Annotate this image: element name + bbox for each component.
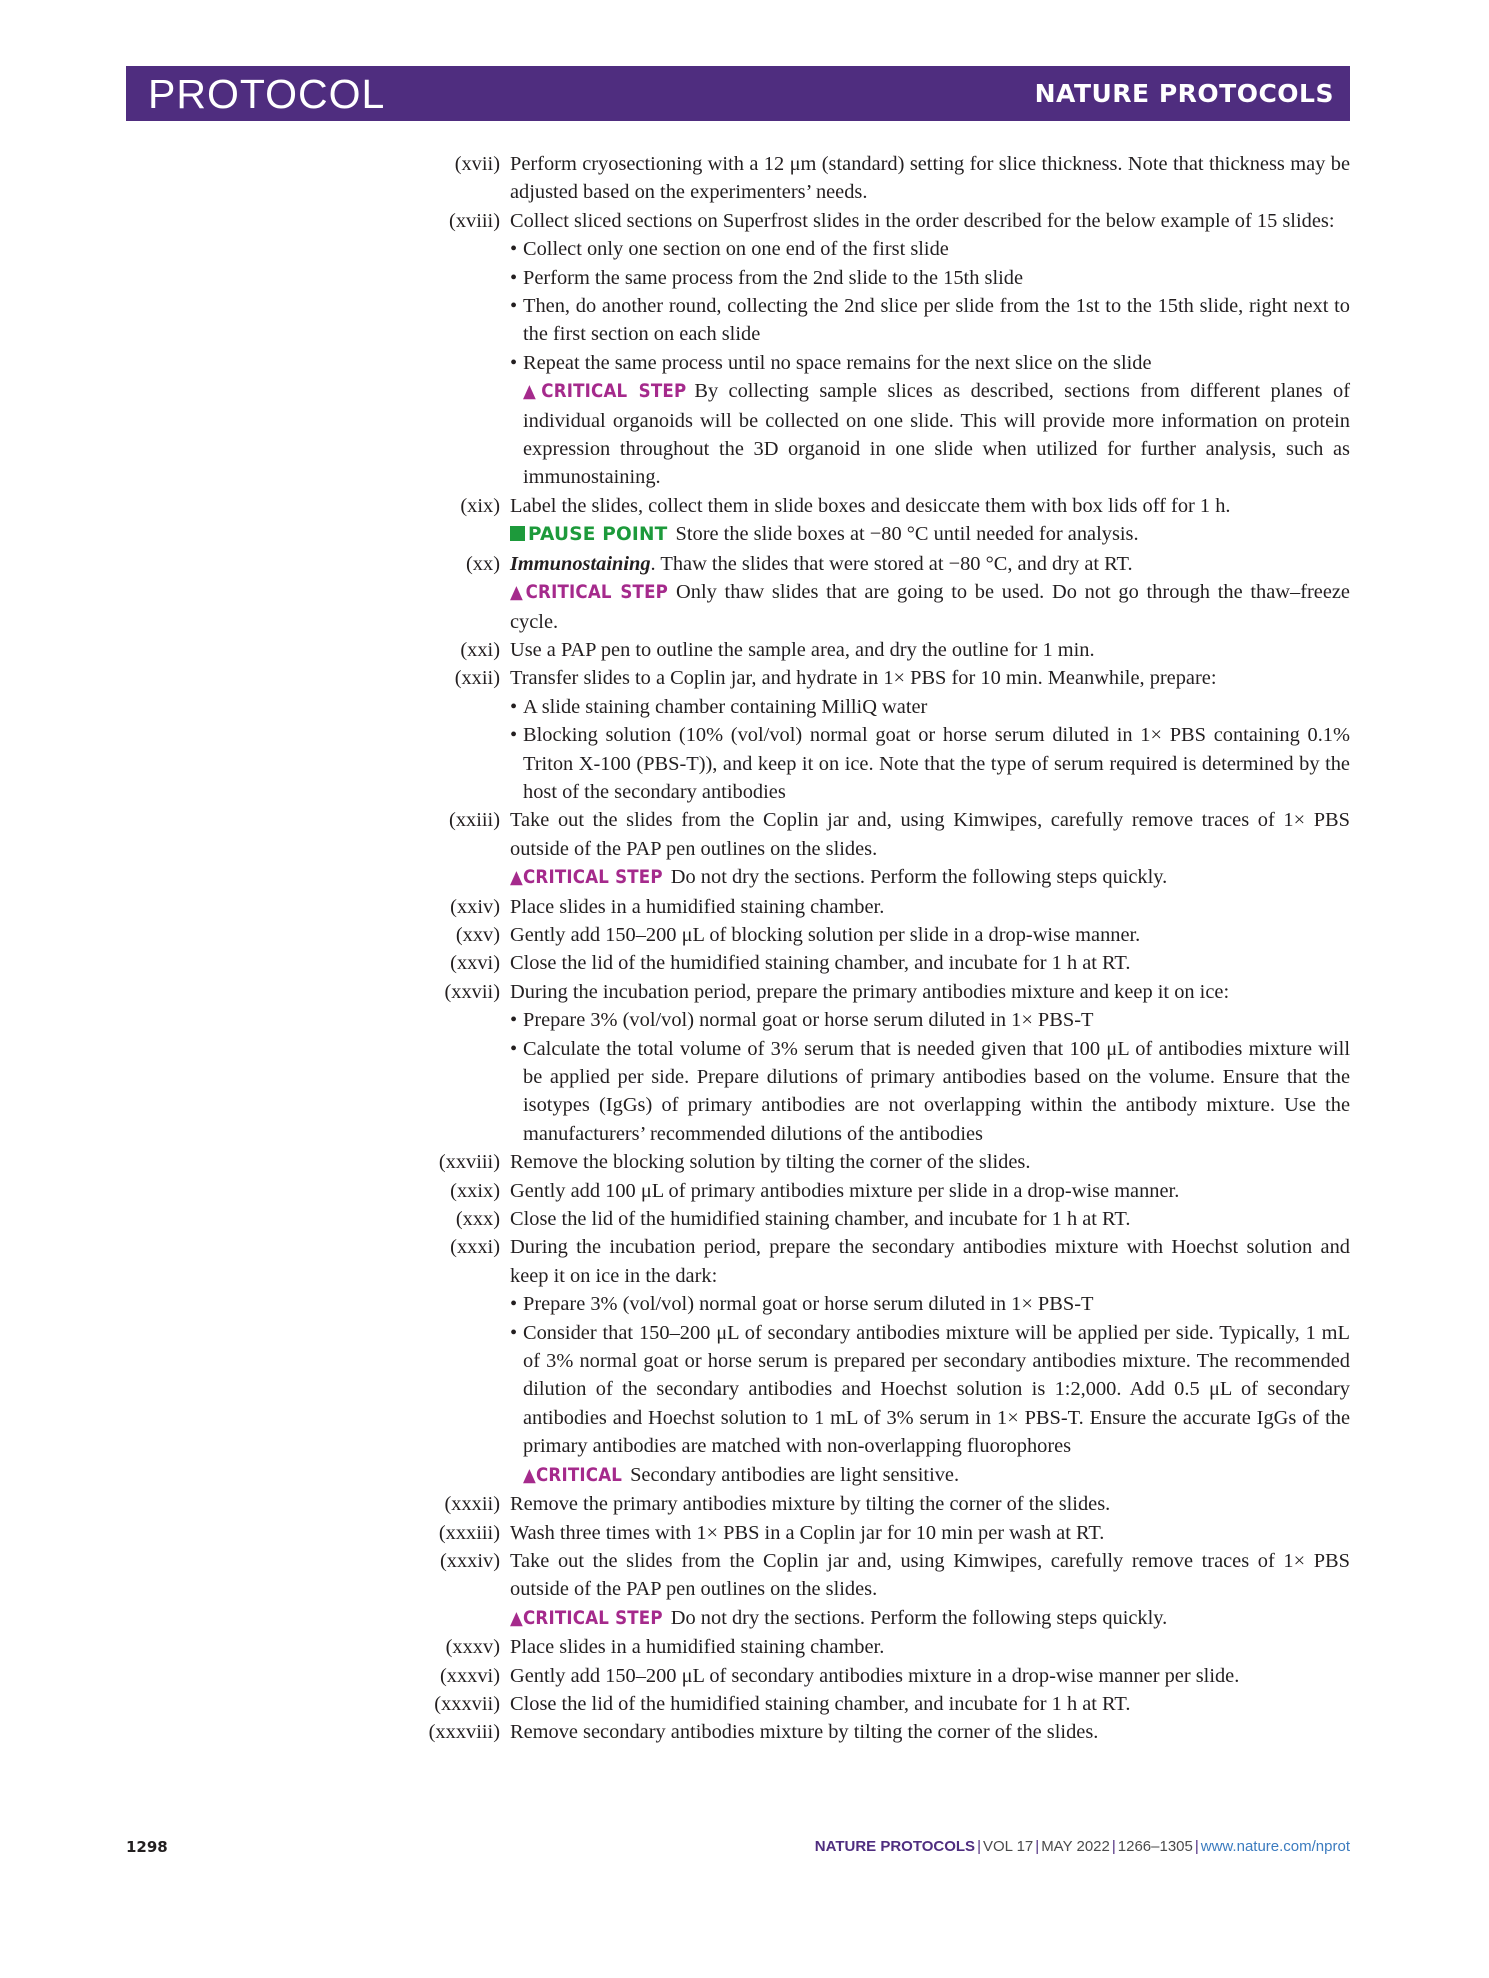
step-xxx — [120, 1205, 1350, 1233]
step-number: (xxxiii) — [438, 1521, 500, 1544]
step-xxxviii — [120, 1718, 1350, 1746]
step-text: Use a PAP pen to outline the sample area, and dry the outline for 1 min. — [510, 638, 1095, 661]
triangle-icon: ▲ — [510, 867, 524, 889]
step-text: Gently add 150–200 μL of secondary antibodies mixture in a drop-wise manner per slide. — [510, 1664, 1240, 1687]
list-item: • Consider that 150–200 μL of secondary antibodies mixture will be applied per side. Typically, 1 mL of 3% normal goat or horse serum is prepared per secondary antibodies mixture. The recommended dilution of the secondary antibodies and Hoechst solution is 1:2,000. Add 0.5 μL of secondary antibodies and Hoechst solution to 1 mL of 3% serum in 1× PBS-T. Ensure the accurate IgGs of the primary antibodies are matched with non-overlapping fluorophores — [510, 1321, 1350, 1458]
step-number: (xxiii) — [449, 809, 500, 832]
footer-citation: NATURE PROTOCOLS | VOL 17 | MAY 2022 | 1266–1305 | www.nature.com/nprot — [814, 1838, 1350, 1855]
list-item: • Calculate the total volume of 3% serum that is needed given that 100 μL of antibodies mixture will be applied per side. Prepare dilutions of primary antibodies based on the volume. Ensure that the isotypes (IgGs) of primary antibodies are not overlapping within the antibody mixture. Use the manufacturers’ recommended dilutions of the antibodies — [510, 1037, 1350, 1145]
step-number: (xxii) — [454, 667, 500, 690]
step-text: Take out the slides from the Coplin jar and, using Kimwipes, carefully remove traces of 1× PBS outside of the PAP pen outlines on the slides. — [510, 809, 1350, 860]
page-number: 1298 — [126, 1838, 168, 1856]
step-text: Wash three times with 1× PBS in a Coplin jar for 10 min per wash at RT. — [510, 1521, 1105, 1544]
step-xxix — [120, 1177, 1350, 1205]
step-xxxv — [120, 1633, 1350, 1661]
step-text: Collect sliced sections on Superfrost slides in the order described for the below example of 15 slides: — [510, 209, 1335, 232]
step-number: (xviii) — [449, 209, 500, 232]
step-text: Gently add 100 μL of primary antibodies mixture per slide in a drop-wise manner. — [510, 1179, 1180, 1202]
step-xxviii — [120, 1148, 1350, 1176]
step-text: Perform cryosectioning with a 12 μm (standard) setting for slice thickness. Note that thickness may be adjusted based on the experimenters’ needs. — [510, 153, 1350, 204]
critical-note: ▲CRITICAL STEP Do not dry the sections. Perform the following steps quickly. — [510, 1606, 1168, 1629]
critical-note: ▲CRITICAL STEP By collecting sample slices as described, sections from different planes of individual organoids will be collected on one slide. This will provide more information on protein expression throughout the 3D organoid in one slide when utilized for further analysis, such as immunostaining. — [523, 380, 1350, 489]
triangle-icon: ▲ — [523, 1464, 537, 1486]
critical-note: ▲CRITICAL Secondary antibodies are light sensitive. — [523, 1463, 960, 1486]
step-xxii — [120, 664, 1350, 806]
step-title: Immunostaining — [510, 552, 651, 575]
step-number: (xxx) — [455, 1208, 500, 1231]
step-text: Label the slides, collect them in slide boxes and desiccate them with box lids off for 1 h. — [510, 494, 1231, 517]
footer-pages: 1266–1305 — [1117, 1838, 1193, 1855]
step-text: Take out the slides from the Coplin jar and, using Kimwipes, carefully remove traces of 1× PBS outside of the PAP pen outlines on the slides. — [510, 1549, 1350, 1601]
list-item: • Prepare 3% (vol/vol) normal goat or horse serum diluted in 1× PBS-T — [510, 1293, 1094, 1316]
step-number: (xix) — [460, 494, 500, 517]
step-number: (xxiv) — [450, 895, 500, 918]
journal-name: NATURE PROTOCOLS — [1034, 79, 1334, 108]
step-number: (xxxv) — [445, 1636, 500, 1659]
list-item: • Repeat the same process until no space remains for the next slice on the slide — [510, 351, 1152, 374]
square-icon — [510, 526, 525, 541]
header-bar — [126, 66, 1350, 121]
list-item: • Collect only one section on one end of the first slide — [510, 238, 949, 261]
step-xxiii — [120, 806, 1350, 892]
step-number: (xxxi) — [450, 1236, 500, 1259]
step-text: Remove the blocking solution by tilting the corner of the slides. — [510, 1151, 1031, 1174]
step-xvii — [120, 150, 1350, 207]
section-label: PROTOCOL — [148, 71, 386, 117]
step-number: (xxxiv) — [439, 1549, 500, 1572]
step-xxxi — [120, 1233, 1350, 1490]
step-xix — [120, 492, 1350, 550]
critical-step-label: ▲CRITICAL STEP — [510, 582, 669, 604]
footer-volume: VOL 17 — [982, 1838, 1034, 1855]
step-text: Close the lid of the humidified staining chamber, and incubate for 1 h at RT. — [510, 1208, 1131, 1231]
critical-note: ▲CRITICAL STEP Only thaw slides that are going to be used. Do not go through the thaw–freeze cycle. — [510, 581, 1350, 633]
step-text: Remove the primary antibodies mixture by tilting the corner of the slides. — [510, 1493, 1111, 1516]
pause-point-label: PAUSE POINT — [510, 524, 668, 545]
step-xxi — [120, 636, 1350, 664]
step-xxvi — [120, 949, 1350, 977]
pause-note: PAUSE POINT Store the slide boxes at −80 °C until needed for analysis. — [510, 520, 1350, 549]
step-number: (xxvii) — [444, 980, 500, 1003]
step-xxiv — [120, 893, 1350, 921]
step-text: During the incubation period, prepare the primary antibodies mixture and keep it on ice: — [510, 980, 1230, 1003]
step-xxxiii — [120, 1519, 1350, 1547]
list-item: • Then, do another round, collecting the 2nd slice per slide from the 1st to the 15th slide, right next to the first section on each slide — [510, 295, 1350, 346]
critical-label: ▲CRITICAL — [523, 1464, 623, 1486]
triangle-icon: ▲ — [510, 582, 526, 604]
list-item: • Blocking solution (10% (vol/vol) normal goat or horse serum diluted in 1× PBS containing 0.1% Triton X-100 (PBS-T)), and keep it on ice. Note that the type of serum required is determined by the host of the secondary antibodies — [510, 724, 1350, 803]
step-xxv — [120, 921, 1350, 949]
protocol-steps — [120, 150, 1350, 1747]
step-text: Remove secondary antibodies mixture by tilting the corner of the slides. — [510, 1721, 1099, 1744]
critical-step-label: ▲CRITICAL STEP — [510, 867, 663, 889]
step-text: Gently add 150–200 μL of blocking solution per slide in a drop-wise manner. — [510, 923, 1141, 946]
critical-step-label: ▲CRITICAL STEP — [510, 1607, 663, 1629]
critical-step-label: ▲CRITICAL STEP — [523, 381, 687, 403]
step-text: Place slides in a humidified staining chamber. — [510, 1636, 885, 1659]
step-text: Immunostaining. Thaw the slides that were stored at −80 °C, and dry at RT. — [510, 552, 1133, 575]
step-number: (xxxii) — [444, 1493, 500, 1516]
step-number: (xxviii) — [438, 1151, 500, 1174]
step-number: (xvii) — [454, 153, 500, 175]
step-number: (xxxvii) — [434, 1692, 500, 1715]
triangle-icon: ▲ — [523, 381, 542, 403]
step-number: (xxxviii) — [428, 1721, 500, 1744]
step-xx — [120, 550, 1350, 636]
step-xxxvii — [120, 1690, 1350, 1718]
footer-date: MAY 2022 — [1041, 1838, 1110, 1855]
step-number: (xx) — [466, 552, 500, 575]
step-xxxiv — [120, 1547, 1350, 1633]
step-text: During the incubation period, prepare the secondary antibodies mixture with Hoechst solution and keep it on ice in the dark: — [510, 1236, 1350, 1287]
step-text: Transfer slides to a Coplin jar, and hydrate in 1× PBS for 10 min. Meanwhile, prepare: — [510, 667, 1217, 690]
step-number: (xxi) — [460, 638, 500, 661]
list-item: • Prepare 3% (vol/vol) normal goat or horse serum diluted in 1× PBS-T — [510, 1009, 1094, 1032]
step-xxxvi — [120, 1662, 1350, 1690]
list-item: • A slide staining chamber containing MilliQ water — [510, 695, 928, 718]
step-number: (xxxvi) — [439, 1664, 500, 1687]
step-xxvii — [120, 978, 1350, 1148]
step-text: Close the lid of the humidified staining chamber, and incubate for 1 h at RT. — [510, 1692, 1131, 1715]
step-xviii — [120, 207, 1350, 492]
step-number: (xxix) — [450, 1179, 500, 1202]
step-number: (xxvi) — [450, 952, 500, 975]
critical-note: ▲CRITICAL STEP Do not dry the sections. Perform the following steps quickly. — [510, 866, 1168, 889]
footer-url[interactable]: www.nature.com/nprot — [1200, 1838, 1350, 1855]
step-text: Place slides in a humidified staining chamber. — [510, 895, 885, 918]
step-number: (xxv) — [455, 923, 500, 946]
step-text: Close the lid of the humidified staining chamber, and incubate for 1 h at RT. — [510, 952, 1131, 975]
list-item: • Perform the same process from the 2nd slide to the 15th slide — [510, 266, 1024, 289]
triangle-icon: ▲ — [510, 1607, 524, 1629]
footer-journal: NATURE PROTOCOLS — [814, 1838, 976, 1855]
step-xxxii — [120, 1490, 1350, 1518]
